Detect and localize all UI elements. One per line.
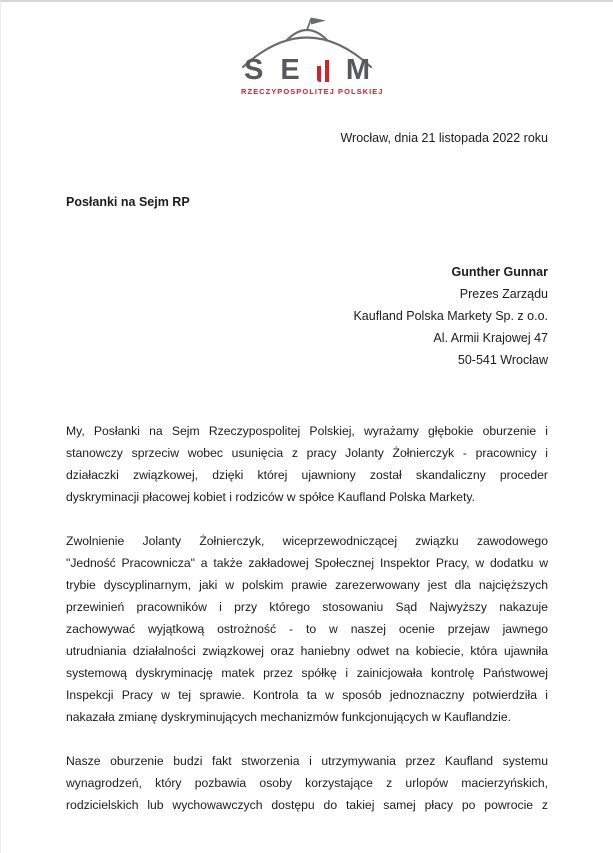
paragraph [66,750,548,816]
sejm-logo [241,14,384,96]
paragraph-line: dyskryminacji płacowej kobiet i rodziców w spółce Kaufland Polska Markety. [66,489,475,504]
paragraph-line: Zwolnienie Jolanty Żołnierczyk, wiceprzewodniczącej związku zawodowego [66,533,548,548]
paragraph-line: nakazała zmianę dyskryminujących mechanizmów funkcjonujących w Kauflandzie. [66,709,512,724]
sejm-logo-subtitle: RZECZYPOSPOLITEJ POLSKIEJ [241,86,384,96]
recipient-block [66,261,548,371]
paragraph-line: Inspekcji Pracy w tej sprawie. Kontrola ta w sposób jednoznaczny potwierdziła i [66,687,548,702]
letter-date: Wrocław, dnia 21 listopada 2022 roku [340,130,548,145]
sejm-letter-e: E [280,54,300,86]
paragraph-line: Nasze oburzenie budzi fakt stworzenia i utrzymywania przez Kaufland systemu [66,753,548,768]
sejm-letter-m: M [345,54,370,86]
paragraph-line: My, Posłanki na Sejm Rzeczypospolitej Polskiej, wyrażamy głębokie oburzenie i [66,423,548,438]
recipient-line: 50-541 Wrocław [457,352,548,367]
recipient-lines [66,283,548,371]
paragraph-line: utrudniania działalności związkowej oraz haniebny odwet na kobiecie, która ujawniła [66,643,548,658]
recipient-name: Gunther Gunnar [451,264,548,279]
paragraph-line: wynagrodzeń, który pozbawia osoby korzystające z urlopów macierzyńskich, [66,775,548,790]
recipient-line: Kaufland Polska Markety Sp. z o.o. [353,308,548,323]
paragraph-line: rodzicielskich lub wychowawczych dostępu do takiej samej płacy po powrocie z [66,797,548,812]
sejm-wordmark [243,54,371,86]
paragraph-line: "Jedność Pracownicza" a także zakładowej Społecznej Inspektor Pracy, w dodatku w [66,555,548,570]
sejm-letter-s: S [244,54,264,86]
paragraph-line: systemową dyskryminację matek przez spółkę i zainicjowała kontrolę Państwowej [66,665,548,680]
letter-content [1,14,613,816]
paragraph-line: przewinień pracowników i przy którego stosowaniu Sąd Najwyższy nakazuje [66,599,548,614]
letter-sender: Posłanki na Sejm RP [66,194,190,209]
paragraph [66,530,548,728]
sejm-letter-j-red-icon [317,60,329,82]
paragraph-line: stanowczy sprzeciw wobec usunięcia z pracy Jolanty Żołnierczyk - pracownicy i [66,445,548,460]
paragraph [66,420,548,508]
letter-body [66,420,548,816]
recipient-line: Prezes Zarządu [459,286,548,301]
paragraph-line: trybie dyscyplinarnym, jaki w polskim prawie zarezerwowany jest dla najcięższych [66,577,548,592]
recipient-line: Al. Armii Krajowej 47 [433,330,548,345]
paragraph-line: zachowywać wyjątkową ostrożność - to w naszej ocenie przejaw jawnego [66,621,548,636]
paragraph-line: działaczki związkowej, dzięki której ujawniony został skandaliczny proceder [66,467,548,482]
